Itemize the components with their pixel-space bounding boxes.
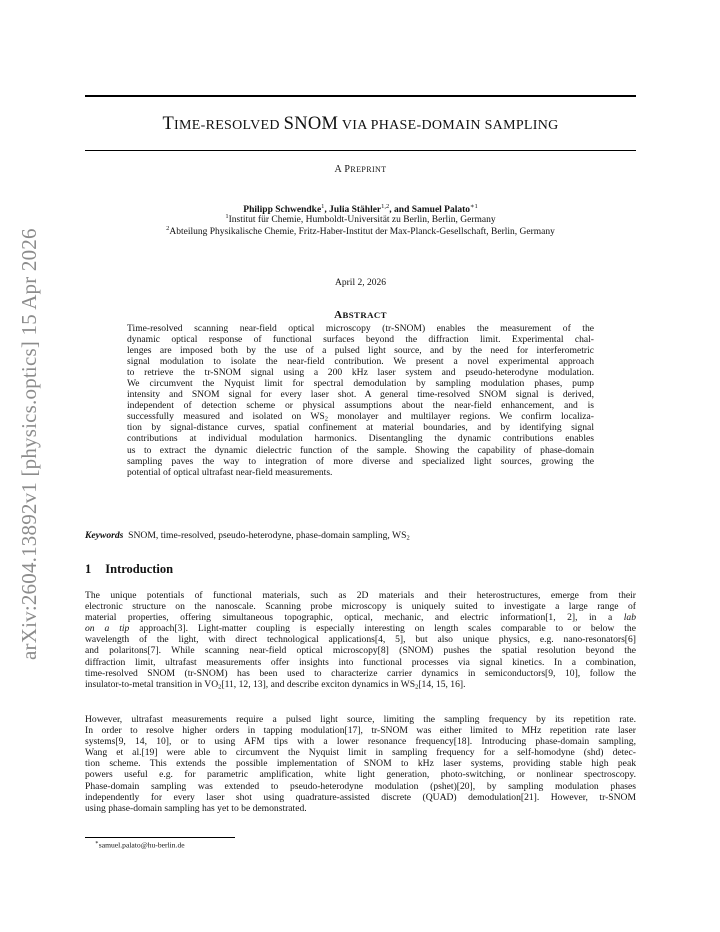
text-line: time-resolved SNOM (tr-SNOM) has been used to characterize carrier dynamics in semiconductors[9, 10], follow the bbox=[85, 667, 636, 679]
text-line: and polaritons[7]. While scanning near-field optical microscopy[8] (SNOM) pushes the spatial resolution beyond the bbox=[85, 645, 636, 657]
author-list: Philipp Schwendke$^1$, Julia Stähler$^{1,2}$, and Samuel Palato$^{∗1}$ bbox=[243, 203, 478, 216]
author-name: Julia Stähler bbox=[329, 205, 382, 216]
author-mark: 1,2 bbox=[381, 203, 390, 210]
text-line: dynamic optical response of functional surfaces beyond the diffraction limit. Experimental chal- bbox=[127, 334, 594, 346]
title-rule-top bbox=[85, 95, 636, 97]
paper-date: April 2, 2026 bbox=[335, 278, 386, 288]
text-line: tion by signal-distance curves, spatial confinement at material boundaries, and by identifying signal bbox=[127, 422, 594, 434]
title-rule-bottom bbox=[85, 150, 636, 151]
author-mark: ∗1 bbox=[470, 203, 478, 210]
text-line: diffraction limit, ultrafast measurements offer insights into functional processes via signal kinetics. In a combination, bbox=[85, 656, 636, 668]
preprint-label: A PREPRINT bbox=[334, 164, 387, 175]
text-line: systems[9, 14, 10], or to using AFM tips with a lower resonance frequency[18]. Introducing phase-domain sampling, bbox=[85, 736, 636, 748]
keywords-text: SNOM, time-resolved, pseudo-heterodyne, phase-domain sampling, WS bbox=[128, 530, 407, 541]
text-line: contributions at individual modulation harmonics. Disentangling the dynamic contributions enables bbox=[127, 433, 594, 445]
footnote: ∗samuel.palato@hu-berlin.de bbox=[95, 840, 185, 850]
section-number: 1 bbox=[85, 562, 92, 576]
text-line: Wang et al.[19] were able to circumvent the Nyquist limit in sampling frequency for a self-homodyne (shd) detec- bbox=[85, 747, 636, 759]
abstract-heading: ABSTRACT bbox=[334, 309, 387, 321]
affiliation-2: $^2$Abteilung Physikalische Chemie, Fritz-Haber-Institut der Max-Planck-Gesellschaft, Berlin, Germany bbox=[166, 225, 555, 238]
intro-paragraph-2 bbox=[85, 714, 636, 814]
footnote-rule bbox=[85, 837, 235, 838]
text-line: us to extract the dynamic dielectric function of the sample. Showing the capability of phase-domain bbox=[127, 444, 594, 456]
arxiv-identifier: arXiv:2604.13892v1 [physics.optics] 15 Apr 2026 bbox=[17, 228, 41, 660]
text-line: material properties, offering simultaneous topographic, optical, mechanic, and electric information[1, 2], in a lab bbox=[85, 612, 636, 624]
text-line: intensity and SNOM signal for every laser shot. A general time-resolved SNOM signal is derived, bbox=[127, 389, 594, 401]
text-line: We circumvent the Nyquist limit for spectral demodulation by sampling modulation phases, pump bbox=[127, 378, 594, 390]
text-line: electronic structure on the nanoscale. Scanning probe microscopy is uniquely suited to investigate a large range of bbox=[85, 601, 636, 613]
text-line: insulator-to-metal transition in $VO_2[11$, 12, 13], and describe exciton dynamics in $WS_2[14$, 15, 16]. bbox=[85, 678, 466, 691]
text-line: to retrieve the tr-SNOM signal using a 200 kHz laser system and pseudo-heterodyne modulation. bbox=[127, 367, 594, 379]
text-line: independent of detection scheme or physical assumptions about the near-field enhancement, and is bbox=[127, 400, 594, 412]
text-line: Phase-domain sampling was extended to pseudo-heterodyne modulation (pshet)[20], by sampling modulation phases bbox=[85, 780, 636, 792]
section-heading bbox=[85, 562, 173, 577]
text-line: In order to resolve higher orders in tapping modulation[17], tr-SNOM was either limited to MHz repetition rate laser bbox=[85, 725, 636, 737]
author-mark: 1 bbox=[321, 203, 325, 210]
abstract-body bbox=[127, 323, 594, 478]
text-line: on a tip approach[3]. Light-matter coupling is especially interesting on length scales comparable to or below the bbox=[85, 623, 636, 635]
text-line: However, ultrafast measurements require a pulsed light source, limiting the sampling frequency by its repetition rate. bbox=[85, 714, 636, 725]
text-line: signal modulation to isolate the near-field contribution. We present a novel experimental approach bbox=[127, 356, 594, 368]
affiliation-1: $^1$Institut für Chemie, Humboldt-Universität zu Berlin, Berlin, Germany bbox=[225, 213, 496, 226]
intro-paragraph-1 bbox=[85, 590, 636, 690]
text-line: successfully measured and isolated on $WS_2$ monolayer and multilayer regions. We confirm localiza- bbox=[127, 411, 595, 423]
text-line: tion scheme. This extends the possible implementation of SNOM to kHz laser systems, providing stable high peak bbox=[85, 758, 636, 770]
footnote-email: samuel.palato@hu-berlin.de bbox=[98, 840, 185, 850]
text-line: using phase-domain sampling has yet to be demonstrated. bbox=[85, 802, 307, 814]
text-line: lenges are imposed both by the use of a pulsed light source, and by the need for interferometric bbox=[127, 345, 594, 357]
text-line: wavelength of the light, with direct technological applications[4, 5], but also unique physics, e.g. nano-resonators[6] bbox=[85, 634, 636, 646]
section-title: Introduction bbox=[105, 562, 174, 576]
keywords-label: Keywords bbox=[85, 530, 124, 541]
text-line: independently for every laser shot using quadrature-assisted discrete (QUAD) demodulation[21]. However, tr-SNOM bbox=[85, 791, 636, 803]
text-line: potential of optical ultrafast near-field measurements. bbox=[127, 466, 333, 478]
author-name: Philipp Schwendke bbox=[243, 205, 322, 216]
text-line: powers useful e.g. for parametric amplification, white light generation, photo-switching, or nonlinear spectroscopy. bbox=[85, 769, 636, 781]
text-line: Time-resolved scanning near-field optical microscopy (tr-SNOM) enables the measurement of the bbox=[127, 323, 594, 334]
author-name: and Samuel Palato bbox=[394, 205, 471, 216]
keywords-line: Keywords SNOM, time-resolved, pseudo-heterodyne, phase-domain sampling, $WS_2$ bbox=[85, 530, 410, 542]
paper-title: TIME-RESOLVED SNOM VIA PHASE-DOMAIN SAMPLING bbox=[162, 114, 559, 134]
text-line: sampling paves the way to integration of more diverse and specialized light sources, growing the bbox=[127, 455, 594, 467]
text-line: The unique potentials of functional materials, such as 2D materials and their heterostructures, emerge from their bbox=[85, 590, 636, 601]
